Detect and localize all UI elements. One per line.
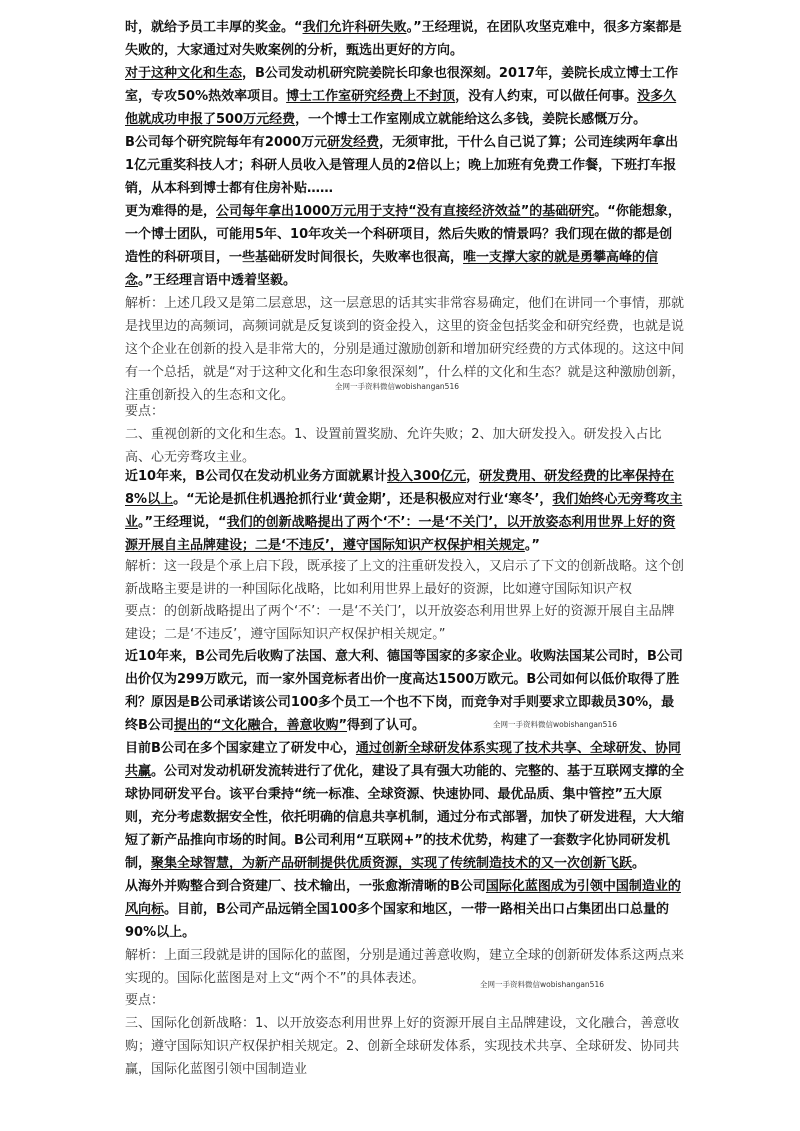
underlined-text: 我们始终心无旁骛攻主业 (125, 492, 683, 530)
key-points-label (125, 989, 685, 1012)
text-run: 。”王经理说，在团队攻坚克难中，很多方案都是失败的，大家通过对失败案例的分析，甄选出更好的方向。 (125, 20, 682, 58)
paragraph (125, 465, 685, 557)
paragraph (125, 737, 685, 875)
underlined-text: 博士工作室研究经费上不封顶 (286, 89, 456, 104)
text-run: 要点： (125, 993, 165, 1008)
key-points-text (125, 600, 685, 646)
paragraph (125, 875, 685, 944)
paragraph (125, 62, 685, 131)
text-run: 近10年来，B公司先后收购了法国、意大利、德国等国家的多家企业。收购法国某公司时，B公司出价仅为299万欧元，而一家外国竞标者出价一度高达1500万欧元。B公司如何以低价取得了胜利？原因是B公司承诺该公司100多个员工一个也不下岗，而竞争对手则要求立即裁员30%，最终B公司 (125, 649, 683, 733)
text-run: 。公司对发动机研发流转进行了优化，建设了具有强大功能的、完整的、基于互联网支撑的全球协同研发平台。该平台秉持“统一标准、全球资源、快速协同、最优品质、集中管控”五大原则，充分考虑数据安全性，依托明确的信息共享机制，通过分布式部署，加快了研发进程，大大缩短了新产品推向市场的时间。B公司利用“互联网+”的技术优势，构建了一套数字化协同研发机制， (125, 764, 685, 871)
text-run: 解析：上面三段就是讲的国际化的蓝图，分别是通过善意收购，建立全球的创新研发体系这两点来实现的。国际化蓝图是对上文“两个不”的具体表述。 (125, 948, 685, 986)
key-points-text (125, 1012, 685, 1081)
underlined-text: 我们的创新战略提出了两个‘不’：一是‘不关门’，以开放姿态利用世界上好的资源开展自主品牌建设；二是‘不违反’，遵守国际知识产权保护相关规定 (125, 515, 676, 553)
underlined-text: 研发费用、研发经费的比率保持在8%以上 (125, 469, 675, 507)
text-run: ，B公司发动机研究院姜院长印象也很深刻。2017年，姜院长成立博士工作室，专攻50%热效率项目。 (125, 66, 679, 104)
text-run: 。” (524, 538, 540, 553)
underlined-text: 研发经费 (327, 135, 380, 150)
paragraph (125, 200, 685, 292)
underlined-text: 我们允许科研失败 (302, 20, 407, 35)
paragraph (125, 16, 685, 62)
text-run: 。目前，B公司产品远销全国100多个国家和地区，一带一路相关出口占集团出口总量的90%以上。 (125, 902, 670, 940)
watermark: 全网一手资料微信wobishangan516 (493, 720, 618, 729)
text-run: 更为难得的是， (125, 204, 217, 219)
text-run: 解析：上述几段又是第二层意思，这一层意思的话其实非常容易确定，他们在讲同一个事情，那就是找里边的高频词，高频词就是反复谈到的资金投入，这里的资金包括奖金和研究经费，也就是说这个企业在创新的投入是非常大的，分别是通过激励创新和增加研究经费的方式体现的。这这中间有一个总括，就是“对于这种文化和生态印象很深刻”，什么样的文化和生态？就是这种激励创新，注重创新投入的生态和文化。 (125, 296, 685, 403)
underlined-text: 通过创新全球研发体系实现了技术共享、全球研发、协同共赢 (125, 741, 681, 779)
key-points-label (125, 400, 685, 423)
text-run: B公司每个研究院每年有2000万元 (125, 135, 328, 150)
text-run: 得到了认可。 (347, 718, 426, 733)
text-run: 。”王经理言语中透着坚毅。 (138, 273, 297, 288)
text-run: ，无须审批，干什么自己说了算；公司连续两年拿出1亿元重奖科技人才；科研人员收入是管理人员的2倍以上；晚上加班有免费工作餐，下班打车报销，从本科到博士都有住房补贴…… (125, 135, 679, 196)
analysis-paragraph (125, 555, 685, 601)
text-run: 要点： (125, 404, 165, 419)
text-run: 从海外并购整合到合资建厂、技术输出，一张愈渐清晰的B公司 (125, 879, 486, 894)
text-run: 二、重视创新的文化和生态。1、设置前置奖励、允许失败；2、加大研发投入。研发投入占比高、心无旁骛攻主业。 (125, 427, 662, 465)
text-run: 。 (632, 856, 646, 871)
underlined-text: 提出的“文化融合，善意收购” (173, 718, 348, 733)
text-run: 。“你能想象，一个博士团队，可能用5年、10年攻关一个科研项目，然后失败的情景吗？我们现在做的都是创造性的科研项目，一些基础研发时间很长，失败率也很高， (125, 204, 681, 265)
key-points-text (125, 423, 685, 469)
text-run: 要点：的创新战略提出了两个‘不’：一是‘不关门’，以开放姿态利用世界上好的资源开展自主品牌建设；二是‘不违反’，遵守国际知识产权保护相关规定。” (125, 604, 675, 642)
underlined-text: 对于这种文化和生态 (125, 66, 243, 81)
underlined-text: 投入300亿元 (387, 469, 467, 484)
text-run: 解析：这一段是个承上启下段，既承接了上文的注重研发投入，又启示了下文的创新战略。这个创新战略主要是讲的一种国际化战略，比如利用世界上最好的资源，比如遵守国际知识产权 (125, 559, 685, 597)
underlined-text: 唯一支撑大家的就是勇攀高峰的信念 (125, 250, 659, 288)
watermark: 全网一手资料微信wobishangan516 (335, 382, 460, 391)
underlined-text: 公司每年拿出1000万元用于支持“没有直接经济效益”的基础研究 (216, 204, 595, 219)
text-run: ，没有人约束，可以做任何事。 (455, 89, 638, 104)
text-run: 。”王经理说，“ (138, 515, 227, 530)
text-run: 目前B公司在多个国家建立了研发中心， (125, 741, 356, 756)
paragraph (125, 131, 685, 200)
underlined-text: 聚集全球智慧，为新产品研制提供优质资源，实现了传统制造技术的又一次创新飞跃 (151, 856, 633, 871)
text-run: 。“无论是抓住机遇抢抓行业‘黄金期’，还是积极应对行业‘寒冬’， (173, 492, 553, 507)
text-run: 三、国际化创新战略：1、以开放姿态利用世界上好的资源开展自主品牌建设，文化融合，善意收购；遵守国际知识产权保护相关规定。2、创新全球研发体系，实现技术共享、全球研发、协同共赢，国际化蓝图引领中国制造业 (125, 1016, 680, 1077)
text-run: ， (466, 469, 480, 484)
underlined-text: 国际化蓝图成为引领中国制造业的风向标 (125, 879, 681, 917)
text-run: 时，就给予员工丰厚的奖金。“ (125, 20, 303, 35)
text-run: ，一个博士工作室刚成立就能给这么多钱，姜院长感慨万分。 (295, 112, 647, 127)
underlined-text: 没多久他就成功申报了500万元经费 (125, 89, 677, 127)
watermark: 全网一手资料微信wobishangan516 (480, 980, 605, 989)
text-run: 近10年来，B公司仅在发动机业务方面就累计 (125, 469, 387, 484)
